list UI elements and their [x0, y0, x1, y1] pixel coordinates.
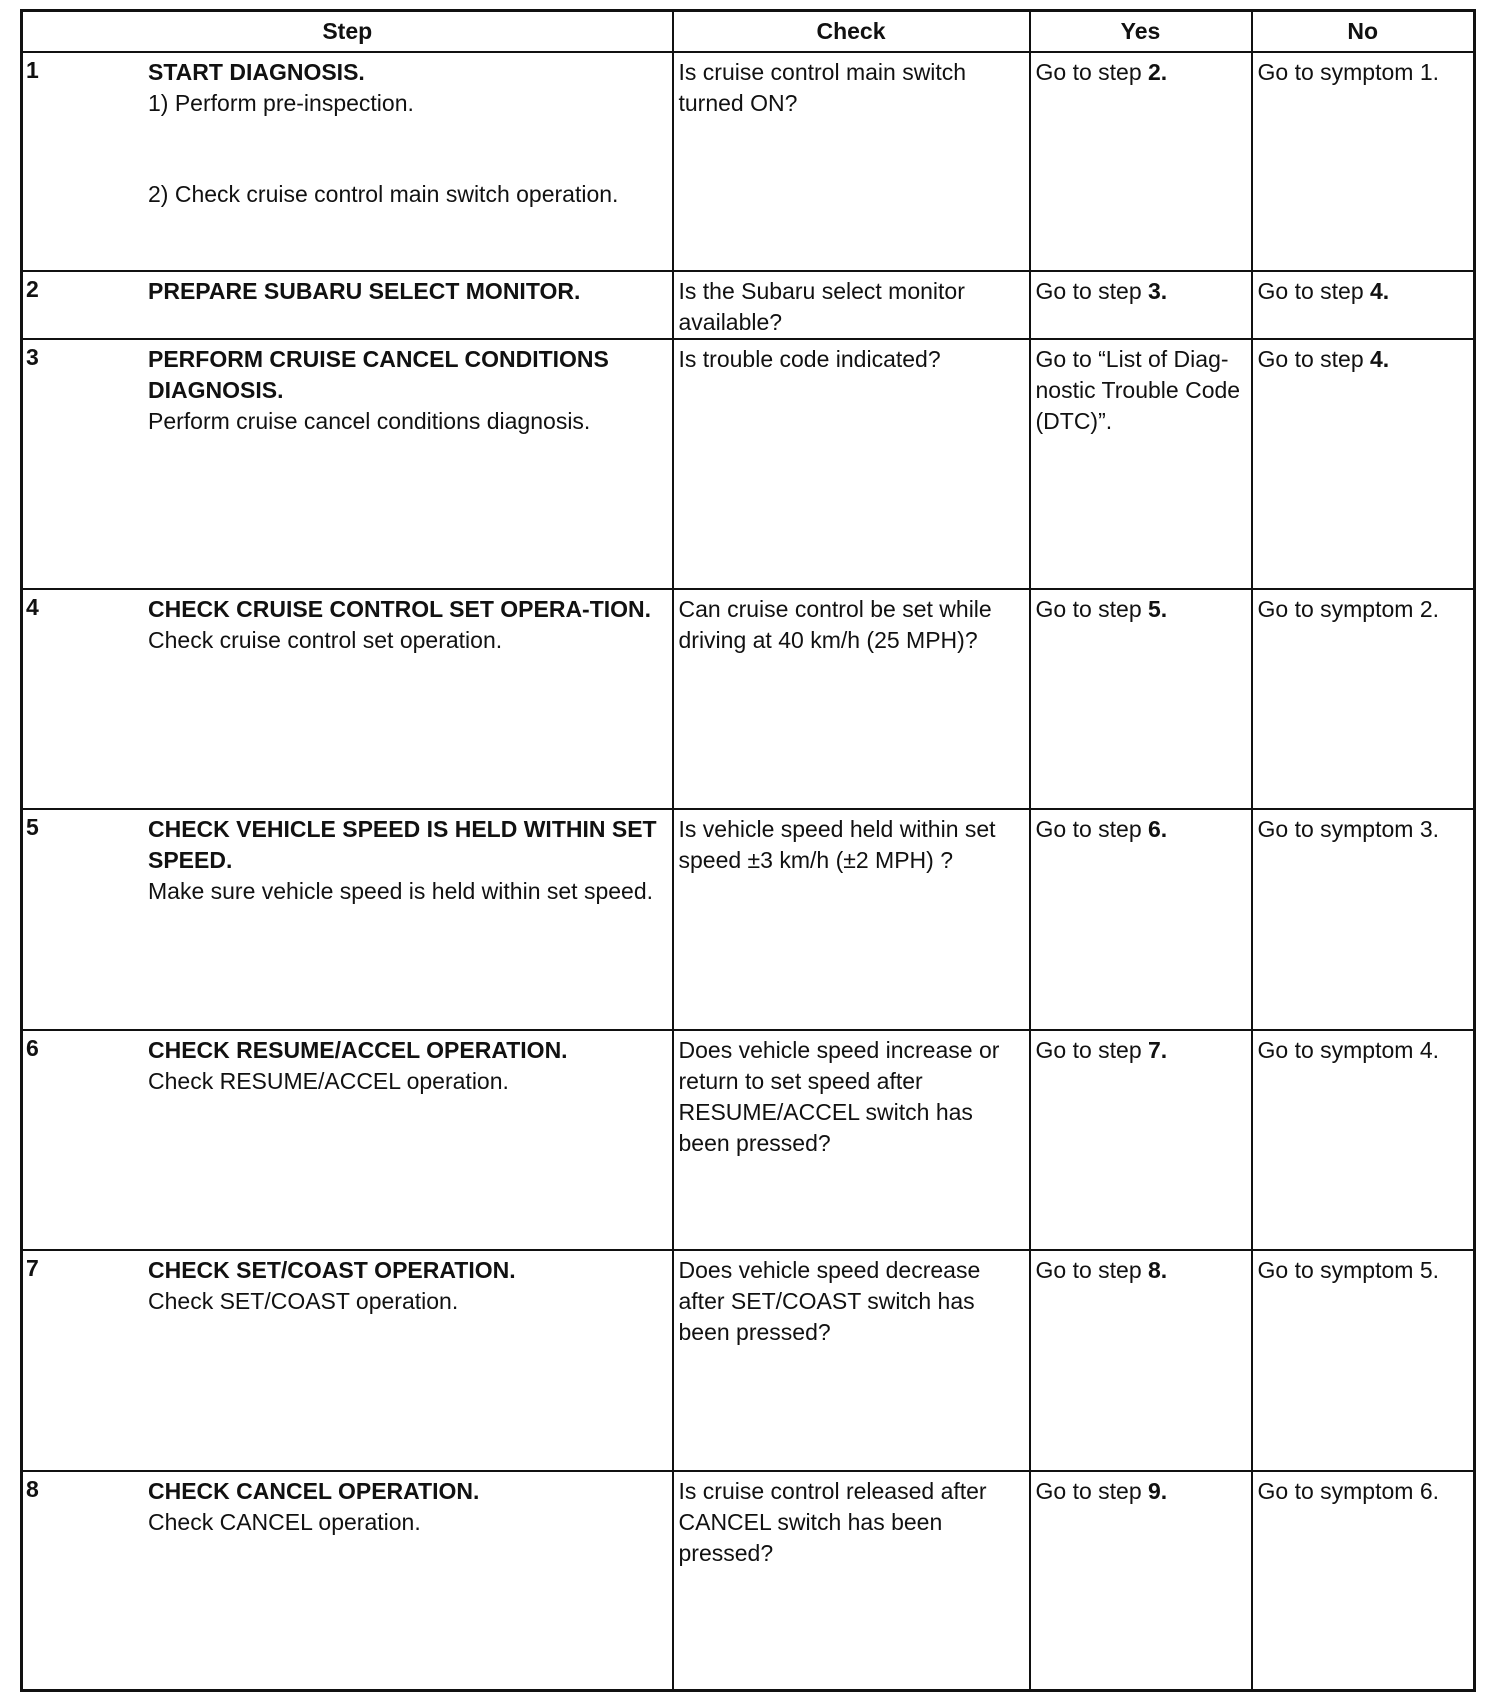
step-number: 3 [26, 344, 39, 371]
check-cell: Is trouble code indicated? [673, 339, 1030, 589]
header-check: Check [673, 11, 1030, 53]
step-cell [22, 339, 673, 589]
step-title: CHECK RESUME/ACCEL OPERATION. [148, 1037, 568, 1064]
step-number: 7 [26, 1255, 39, 1282]
step-description: Check cruise control set operation. [148, 627, 503, 654]
header-row [22, 11, 1475, 53]
check-cell: Is the Subaru select monitor available? [673, 271, 1030, 339]
no-cell: Go to symptom 6. [1252, 1471, 1475, 1690]
header-no: No [1252, 11, 1475, 53]
no-cell: Go to step 4. [1252, 271, 1475, 339]
table-row [22, 1471, 1475, 1690]
step-cell [22, 1250, 673, 1471]
step-number: 4 [26, 594, 39, 621]
yes-cell: Go to step 2. [1030, 52, 1252, 271]
step-description: Check SET/COAST operation. [148, 1288, 459, 1315]
check-cell: Does vehicle speed decrease after SET/COAST switch has been pressed? [673, 1250, 1030, 1471]
yes-cell: Go to “List of Diag-nostic Trouble Code (DTC)”. [1030, 339, 1252, 589]
check-cell: Is vehicle speed held within set speed ±3 km/h (±2 MPH) ? [673, 809, 1030, 1030]
table-row [22, 1030, 1475, 1250]
no-cell: Go to symptom 3. [1252, 809, 1475, 1030]
step-description: Check CANCEL operation. [148, 1509, 421, 1536]
step-description: Make sure vehicle speed is held within set speed. [148, 878, 654, 905]
step-cell [22, 1030, 673, 1250]
no-cell: Go to symptom 4. [1252, 1030, 1475, 1250]
no-cell: Go to symptom 2. [1252, 589, 1475, 809]
step-cell [22, 589, 673, 809]
step-cell [22, 809, 673, 1030]
step-number: 5 [26, 814, 39, 841]
step-title: PREPARE SUBARU SELECT MONITOR. [148, 278, 581, 305]
check-cell: Can cruise control be set while driving at 40 km/h (25 MPH)? [673, 589, 1030, 809]
header-yes: Yes [1030, 11, 1252, 53]
no-cell: Go to step 4. [1252, 339, 1475, 589]
step-title: CHECK CANCEL OPERATION. [148, 1478, 480, 1505]
step-title: PERFORM CRUISE CANCEL CONDITIONS DIAGNOSIS. [148, 346, 609, 404]
step-number: 2 [26, 276, 39, 303]
header-step: Step [22, 11, 673, 53]
step-cell [22, 1471, 673, 1690]
step-title: CHECK VEHICLE SPEED IS HELD WITHIN SET SPEED. [148, 816, 657, 874]
step-number: 8 [26, 1476, 39, 1503]
table-row [22, 809, 1475, 1030]
yes-cell: Go to step 3. [1030, 271, 1252, 339]
yes-cell: Go to step 9. [1030, 1471, 1252, 1690]
step-description: Perform cruise cancel conditions diagnosis. [148, 408, 591, 435]
table-row [22, 52, 1475, 271]
step-title: START DIAGNOSIS. [148, 59, 365, 85]
check-cell: Is cruise control released after CANCEL switch has been pressed? [673, 1471, 1030, 1690]
yes-cell: Go to step 6. [1030, 809, 1252, 1030]
substep: 2) Check cruise control main switch operation. [148, 181, 619, 207]
step-title: CHECK CRUISE CONTROL SET OPERA-TION. [148, 596, 652, 623]
table-row [22, 339, 1475, 589]
step-description: Check RESUME/ACCEL operation. [148, 1068, 509, 1095]
substep: 1) Perform pre-inspection. [148, 90, 414, 116]
table-row [22, 589, 1475, 809]
check-cell: Is cruise control main switch turned ON? [673, 52, 1030, 271]
table-row [22, 271, 1475, 339]
step-number: 1 [26, 57, 39, 83]
no-cell: Go to symptom 5. [1252, 1250, 1475, 1471]
yes-cell: Go to step 5. [1030, 589, 1252, 809]
yes-cell: Go to step 8. [1030, 1250, 1252, 1471]
check-cell: Does vehicle speed increase or return to set speed after RESUME/ACCEL switch has been pressed? [673, 1030, 1030, 1250]
yes-cell: Go to step 7. [1030, 1030, 1252, 1250]
step-number: 6 [26, 1035, 39, 1062]
step-cell [22, 52, 673, 271]
step-title: CHECK SET/COAST OPERATION. [148, 1257, 516, 1284]
table-row [22, 1250, 1475, 1471]
step-cell [22, 271, 673, 339]
diagnostic-table [20, 9, 1476, 1692]
no-cell: Go to symptom 1. [1252, 52, 1475, 271]
